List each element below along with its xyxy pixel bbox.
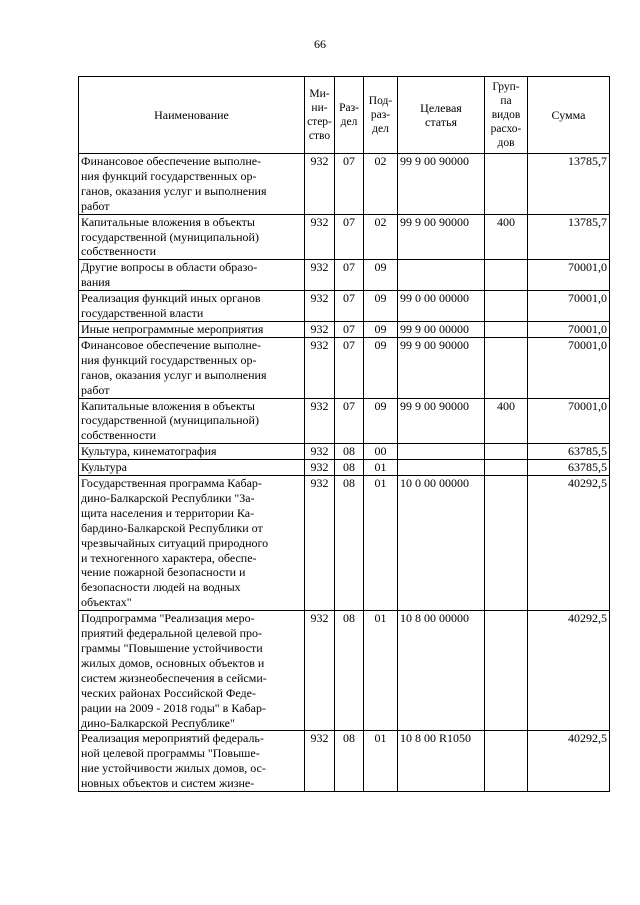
cell-section: 07: [335, 337, 364, 398]
cell-ministry: 932: [305, 321, 335, 337]
page-number: 66: [314, 37, 326, 51]
cell-target: 99 9 00 90000: [398, 337, 485, 398]
table-row: [79, 460, 610, 476]
cell-ministry: 932: [305, 476, 335, 611]
cell-target: 99 0 00 00000: [398, 291, 485, 322]
cell-sum: 63785,5: [528, 444, 610, 460]
cell-target: 99 9 00 00000: [398, 321, 485, 337]
cell-group: [485, 731, 528, 792]
cell-target: 99 9 00 90000: [398, 398, 485, 444]
header-row: [79, 77, 610, 154]
cell-ministry: 932: [305, 154, 335, 215]
cell-section: 08: [335, 731, 364, 792]
cell-group: [485, 611, 528, 731]
cell-sum: 63785,5: [528, 460, 610, 476]
cell-subsection: 09: [364, 337, 398, 398]
cell-sum: 40292,5: [528, 731, 610, 792]
table-row: [79, 337, 610, 398]
cell-target: 10 8 00 00000: [398, 611, 485, 731]
cell-sum: 70001,0: [528, 260, 610, 291]
cell-section: 07: [335, 321, 364, 337]
cell-subsection: 01: [364, 476, 398, 611]
cell-subsection: 09: [364, 321, 398, 337]
cell-name: Капитальные вложения в объекты государственной (муниципальной) собственности: [79, 398, 305, 444]
header-name: Наименование: [79, 77, 305, 154]
cell-subsection: 09: [364, 260, 398, 291]
table-row: [79, 611, 610, 731]
cell-name: Реализация функций иных органов государственной власти: [79, 291, 305, 322]
cell-target: [398, 444, 485, 460]
cell-name: Культура, кинематография: [79, 444, 305, 460]
cell-name: Культура: [79, 460, 305, 476]
cell-subsection: 01: [364, 731, 398, 792]
cell-name: Подпрограмма "Реализация меро- приятий федеральной целевой про- граммы "Повышение устойчивости жилых домов, основных объектов и систем жизнеобеспечения в сейсми- ческих районах Российской Феде- рации на 2009 - 2018 годы" в Кабар- дино-Балкарской Республике": [79, 611, 305, 731]
table-row: [79, 731, 610, 792]
cell-subsection: 02: [364, 154, 398, 215]
header-sum: Сумма: [528, 77, 610, 154]
cell-subsection: 02: [364, 214, 398, 260]
cell-group: [485, 476, 528, 611]
table-row: [79, 260, 610, 291]
header-subsection: Под- раз- дел: [364, 77, 398, 154]
header-section: Раз- дел: [335, 77, 364, 154]
cell-group: [485, 260, 528, 291]
cell-ministry: 932: [305, 337, 335, 398]
cell-name: Финансовое обеспечение выполне- ния функций государственных ор- ганов, оказания услуг и выполнения работ: [79, 337, 305, 398]
cell-sum: 40292,5: [528, 476, 610, 611]
cell-ministry: 932: [305, 214, 335, 260]
table-row: [79, 214, 610, 260]
cell-section: 07: [335, 398, 364, 444]
table-row: [79, 321, 610, 337]
cell-subsection: 01: [364, 611, 398, 731]
cell-section: 07: [335, 214, 364, 260]
cell-section: 07: [335, 154, 364, 215]
table-row: [79, 291, 610, 322]
cell-subsection: 09: [364, 398, 398, 444]
cell-section: 07: [335, 291, 364, 322]
cell-subsection: 01: [364, 460, 398, 476]
cell-section: 08: [335, 444, 364, 460]
cell-group: [485, 321, 528, 337]
cell-group: [485, 460, 528, 476]
cell-target: 10 8 00 R1050: [398, 731, 485, 792]
cell-name: Капитальные вложения в объекты государственной (муниципальной) собственности: [79, 214, 305, 260]
cell-group: [485, 154, 528, 215]
table-row: [79, 444, 610, 460]
cell-name: Иные непрограммные мероприятия: [79, 321, 305, 337]
cell-sum: 40292,5: [528, 611, 610, 731]
cell-ministry: 932: [305, 398, 335, 444]
cell-ministry: 932: [305, 260, 335, 291]
cell-group: [485, 444, 528, 460]
cell-sum: 70001,0: [528, 398, 610, 444]
header-group: Груп- па видов расхо- дов: [485, 77, 528, 154]
header-ministry: Ми- ни- стер- ство: [305, 77, 335, 154]
cell-section: 08: [335, 611, 364, 731]
cell-sum: 70001,0: [528, 337, 610, 398]
cell-subsection: 09: [364, 291, 398, 322]
cell-group: [485, 337, 528, 398]
header-target: Целевая статья: [398, 77, 485, 154]
cell-ministry: 932: [305, 291, 335, 322]
cell-target: [398, 460, 485, 476]
cell-group: 400: [485, 398, 528, 444]
cell-sum: 13785,7: [528, 214, 610, 260]
cell-ministry: 932: [305, 611, 335, 731]
table-row: [79, 476, 610, 611]
cell-section: 07: [335, 260, 364, 291]
cell-sum: 13785,7: [528, 154, 610, 215]
cell-subsection: 00: [364, 444, 398, 460]
table-row: [79, 154, 610, 215]
cell-name: Государственная программа Кабар- дино-Балкарской Республики "За- щита населения и территории Ка- бардино-Балкарской Республики от чрезвычайных ситуаций природного и техногенного характера, обеспе- чение пожарной безопасности и безопасности людей на водных объектах": [79, 476, 305, 611]
cell-group: 400: [485, 214, 528, 260]
cell-name: Финансовое обеспечение выполне- ния функций государственных ор- ганов, оказания услуг и выполнения работ: [79, 154, 305, 215]
cell-sum: 70001,0: [528, 291, 610, 322]
cell-target: 10 0 00 00000: [398, 476, 485, 611]
cell-sum: 70001,0: [528, 321, 610, 337]
budget-table: [78, 76, 610, 792]
cell-name: Другие вопросы в области образо- вания: [79, 260, 305, 291]
cell-section: 08: [335, 460, 364, 476]
cell-group: [485, 291, 528, 322]
cell-section: 08: [335, 476, 364, 611]
table-row: [79, 398, 610, 444]
cell-name: Реализация мероприятий федераль- ной целевой программы "Повыше- ние устойчивости жилых домов, ос- новных объектов и систем жизне-: [79, 731, 305, 792]
cell-target: [398, 260, 485, 291]
cell-ministry: 932: [305, 731, 335, 792]
cell-ministry: 932: [305, 460, 335, 476]
cell-target: 99 9 00 90000: [398, 154, 485, 215]
cell-ministry: 932: [305, 444, 335, 460]
cell-target: 99 9 00 90000: [398, 214, 485, 260]
